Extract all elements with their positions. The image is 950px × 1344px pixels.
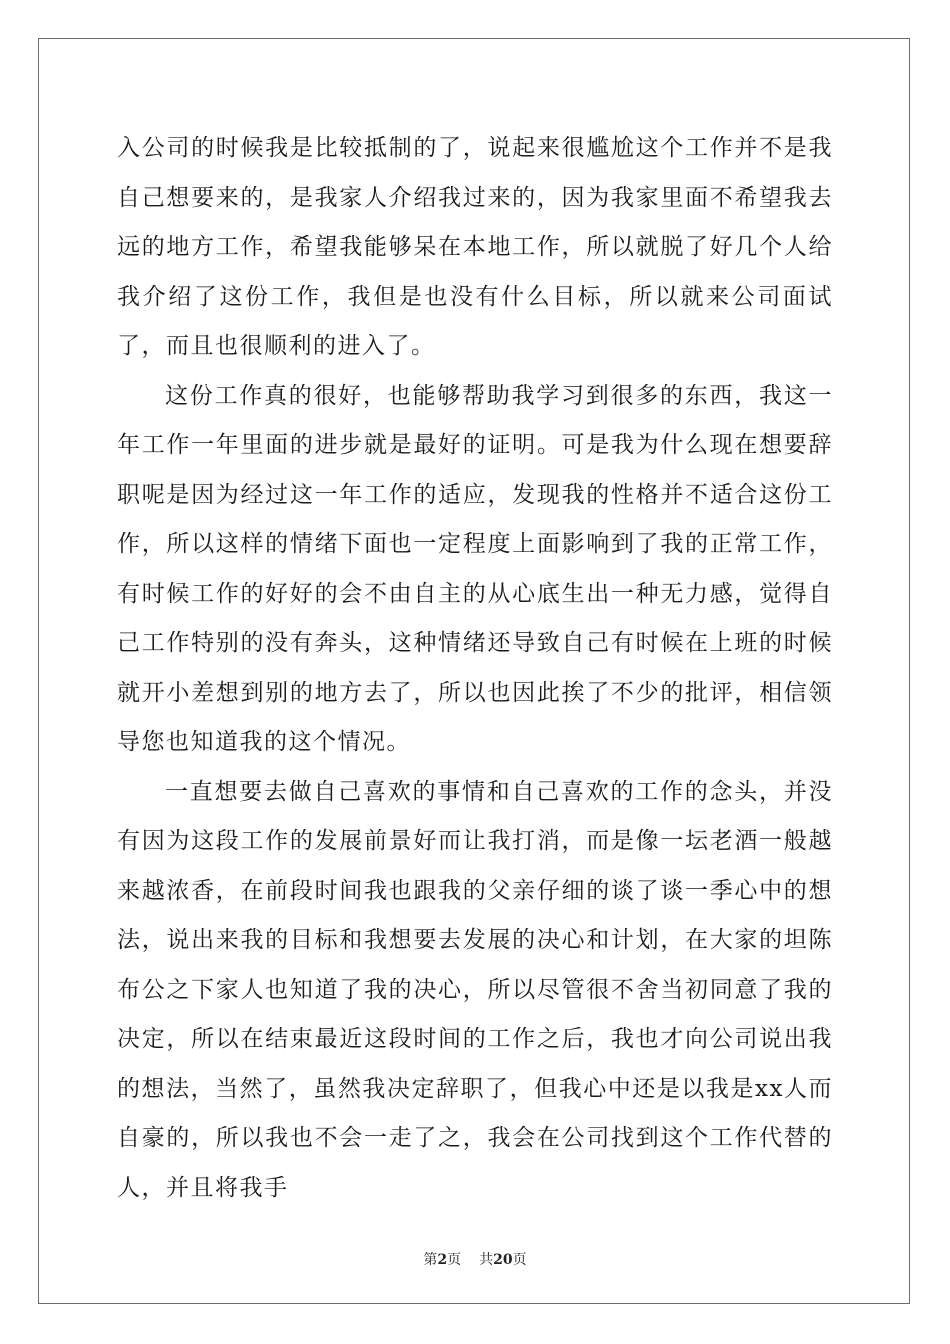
page-footer xyxy=(0,1249,950,1269)
page-prefix: 第 xyxy=(423,1252,438,1268)
paragraph-1: 入公司的时候我是比较抵制的了，说起来很尴尬这个工作并不是我自己想要来的，是我家人介绍我过来的，因为我家里面不希望我去远的地方工作，希望我能够呆在本地工作，所以就脱了好几个人给我介绍了这份工作，我但是也没有什么目标，所以就来公司面试了，而且也很顺利的进入了。 xyxy=(117,135,833,359)
document-body xyxy=(117,124,833,1213)
total-suffix: 页 xyxy=(512,1252,527,1268)
page-number: 2 xyxy=(437,1252,448,1268)
total-prefix: 共 xyxy=(479,1252,494,1268)
paragraph-2: 这份工作真的很好，也能够帮助我学习到很多的东西，我这一年工作一年里面的进步就是最好的证明。可是我为什么现在想要辞职呢是因为经过这一年工作的适应，发现我的性格并不适合这份工作，所以这样的情绪下面也一定程度上面影响到了我的正常工作，有时候工作的好好的会不由自主的从心底生出一种无力感，觉得自己工作特别的没有奔头，这种情绪还导致自己有时候在上班的时候就开小差想到别的地方去了，所以也因此挨了不少的批评，相信领导您也知道我的这个情况。 xyxy=(117,382,833,755)
total-pages: 20 xyxy=(493,1252,513,1268)
paragraph-3: 一直想要去做自己喜欢的事情和自己喜欢的工作的念头，并没有因为这段工作的发展前景好而让我打消，而是像一坛老酒一般越来越浓香，在前段时间我也跟我的父亲仔细的谈了谈一季心中的想法，说出来我的目标和我想要去发展的决心和计划，在大家的坦陈布公之下家人也知道了我的决心，所以尽管很不舍当初同意了我的决定，所以在结束最近这段时间的工作之后，我也才向公司说出我的想法，当然了，虽然我决定辞职了，但我心中还是以我是xx人而自豪的，所以我也不会一走了之，我会在公司找到这个工作代替的人，并且将我手 xyxy=(117,778,833,1201)
page-suffix: 页 xyxy=(447,1252,462,1268)
